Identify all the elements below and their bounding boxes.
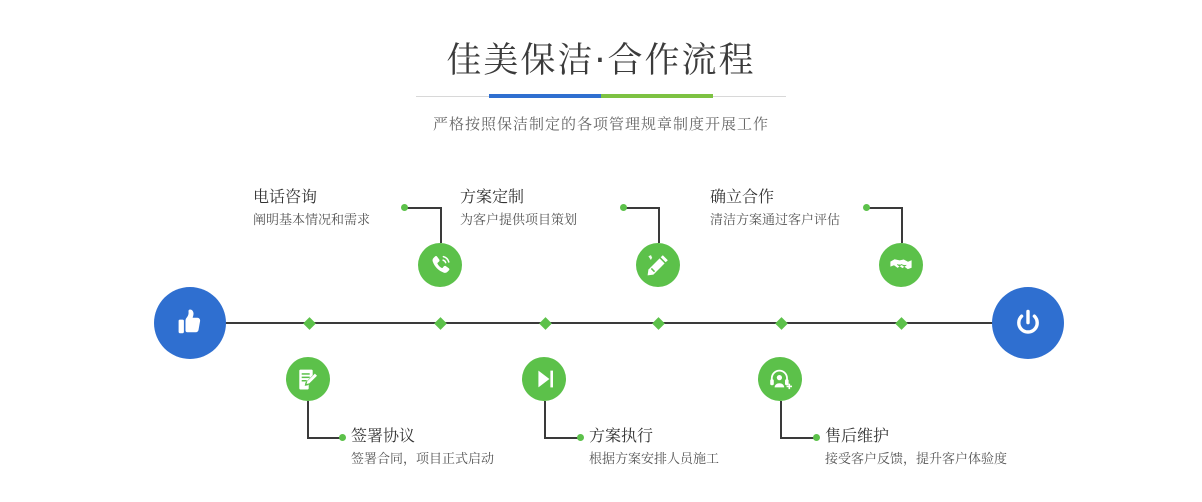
connector-horizontal: [405, 207, 441, 209]
connector-horizontal: [780, 437, 816, 439]
step-node-2[interactable]: [286, 357, 330, 401]
axis-marker: [895, 317, 908, 330]
connector-vertical: [440, 207, 442, 243]
axis-marker: [652, 317, 665, 330]
step-title: 方案执行: [589, 426, 654, 445]
connector-dot: [401, 204, 408, 211]
connector-horizontal: [868, 207, 902, 209]
page-subtitle: 严格按照保洁制定的各项管理规章制度开展工作: [432, 115, 769, 133]
axis-marker: [434, 317, 447, 330]
connector-dot: [577, 434, 584, 441]
step-title: 电话咨询: [253, 187, 318, 206]
page-title: 佳美保洁·合作流程: [446, 41, 756, 81]
step-label-3: [460, 186, 577, 231]
step-desc: 阐明基本情况和需求: [253, 213, 371, 228]
document-edit-icon: [295, 366, 321, 392]
step-node-3[interactable]: [636, 243, 680, 287]
connector-dot: [813, 434, 820, 441]
step-node-6[interactable]: [758, 357, 802, 401]
title-divider: [0, 90, 1202, 104]
connector-dot: [339, 434, 346, 441]
power-icon: [1010, 305, 1046, 341]
step-title: 确立合作: [710, 187, 775, 206]
step-desc: 根据方案安排人员施工: [589, 452, 720, 467]
axis-marker: [303, 317, 316, 330]
step-title: 方案定制: [460, 187, 525, 206]
step-node-5[interactable]: [879, 243, 923, 287]
timeline-start: [154, 287, 226, 359]
connector-dot: [863, 204, 870, 211]
connector-horizontal: [625, 207, 659, 209]
connector-vertical: [658, 207, 660, 243]
axis-marker: [775, 317, 788, 330]
step-title: 售后维护: [825, 426, 890, 445]
timeline-end: [992, 287, 1064, 359]
handshake-icon: [888, 252, 914, 278]
pen-ruler-icon: [645, 252, 671, 278]
connector-horizontal: [544, 437, 580, 439]
divider-accent-blue: [489, 94, 601, 98]
step-label-2: [351, 425, 494, 470]
connector-vertical: [780, 401, 782, 437]
axis-marker: [539, 317, 552, 330]
headset-support-icon: [767, 366, 793, 392]
step-title: 签署协议: [351, 426, 416, 445]
step-label-5: [710, 186, 840, 231]
step-node-4[interactable]: [522, 357, 566, 401]
thumbs-up-icon: [172, 305, 208, 341]
connector-dot: [620, 204, 627, 211]
diagram-header: [0, 0, 1202, 135]
step-desc: 签署合同，项目正式启动: [351, 452, 495, 467]
connector-vertical: [901, 207, 903, 243]
step-desc: 为客户提供项目策划: [460, 213, 578, 228]
play-forward-icon: [531, 366, 557, 392]
phone-call-icon: [427, 252, 453, 278]
step-label-4: [589, 425, 719, 470]
step-desc: 接受客户反馈，提升客户体验度: [825, 452, 1008, 467]
step-label-1: [253, 186, 370, 231]
connector-horizontal: [307, 437, 342, 439]
step-desc: 清洁方案通过客户评估: [710, 213, 841, 228]
connector-vertical: [544, 401, 546, 437]
timeline-axis: [160, 322, 1042, 324]
step-node-1[interactable]: [418, 243, 462, 287]
step-label-6: [825, 425, 1007, 470]
divider-accent-green: [601, 94, 713, 98]
connector-vertical: [307, 401, 309, 437]
